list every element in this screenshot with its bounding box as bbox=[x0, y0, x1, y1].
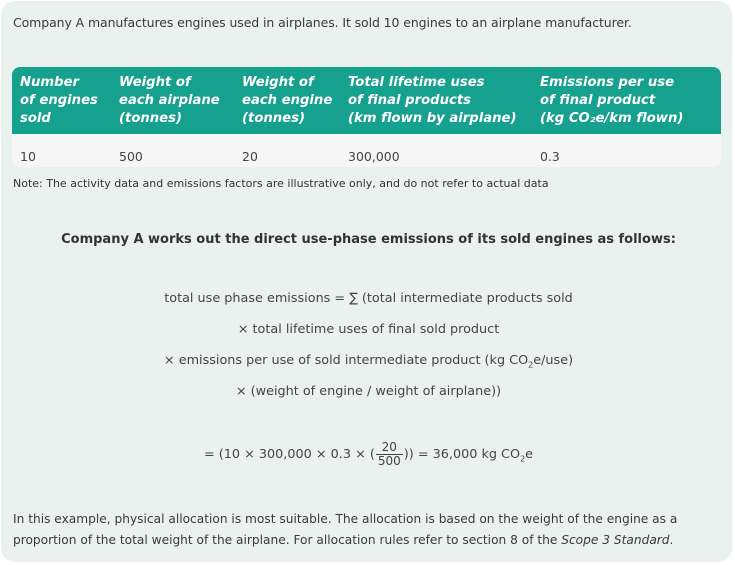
cell-airplane-weight: 500 bbox=[119, 149, 143, 164]
formula-line-4: × (weight of engine / weight of airplane)) bbox=[235, 384, 502, 399]
header-engines-sold: Number of engines sold bbox=[20, 75, 98, 126]
cell-engines-sold: 10 bbox=[20, 149, 36, 164]
intro-text: Company A manufactures engines used in airplanes. It sold 10 engines to an airplane manufacturer. bbox=[13, 15, 632, 30]
cell-engine-weight: 20 bbox=[242, 149, 258, 164]
weight-ratio-fraction: $\frac{20}{500}$ bbox=[377, 440, 401, 468]
calculation-result: = (10 × 300,000 × 0.3 × ( $\frac{20}{500}$ )) = 36,000 kg $CO_2e$ bbox=[203, 440, 534, 468]
activity-data-table bbox=[12, 67, 721, 167]
formula-line-2: × total lifetime uses of final sold product bbox=[237, 322, 500, 337]
allocation-explanation: In this example, physical allocation is most suitable. The allocation is based on the weight of the engine as a proportion of the total weight of the airplane. For allocation rules refer to section 8 of the Scope 3 Standard. bbox=[13, 512, 678, 547]
header-airplane-weight: Weight of each airplane (tonnes) bbox=[119, 75, 220, 126]
header-engine-weight: Weight of each engine (tonnes) bbox=[242, 75, 333, 126]
formula-line-3: × emissions per use of sold intermediate product (kg $CO_2e/use$) bbox=[163, 353, 574, 370]
example-card bbox=[1, 1, 732, 562]
header-lifetime-uses: Total lifetime uses of final products (km flown by airplane) bbox=[348, 75, 517, 126]
formula-line-1: total use phase emissions = ∑ (total intermediate products sold bbox=[164, 291, 573, 306]
table-header bbox=[12, 67, 721, 134]
scope3-standard-reference: Scope 3 Standard bbox=[561, 533, 670, 547]
cell-lifetime-uses: 300,000 bbox=[348, 149, 400, 164]
cell-emissions-per-use: 0.3 bbox=[540, 149, 560, 164]
table-note: Note: The activity data and emissions factors are illustrative only, and do not refer to actual data bbox=[13, 177, 549, 190]
calculation-heading: Company A works out the direct use-phase emissions of its sold engines as follows: bbox=[61, 232, 676, 247]
table-row bbox=[12, 134, 721, 167]
header-emissions-per-use: Emissions per use of final product (kg CO₂e/km flown) bbox=[540, 75, 684, 126]
